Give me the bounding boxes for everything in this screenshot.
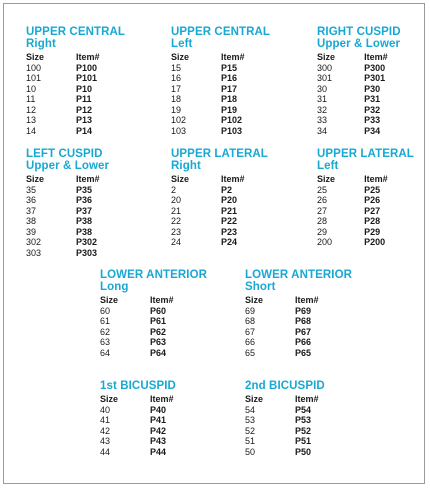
item-cell: P2 [221, 184, 233, 195]
item-cell: P21 [221, 205, 238, 216]
item-cell: P101 [76, 73, 98, 83]
section-title: 2nd BICUSPID [245, 380, 325, 392]
size-table [317, 52, 430, 136]
size-table [317, 174, 430, 248]
table-row [171, 84, 291, 95]
table-row [245, 348, 365, 359]
table-row [245, 415, 365, 426]
item-cell: P14 [76, 125, 93, 136]
size-cell: 38 [26, 216, 37, 226]
table-row [100, 316, 220, 327]
table-row [26, 237, 146, 248]
item-cell: P63 [150, 337, 167, 347]
table-row [245, 426, 365, 437]
size-cell: 50 [245, 446, 256, 457]
size-cell: 25 [317, 184, 328, 195]
section-subtitle: Long [100, 281, 129, 293]
item-cell: P22 [221, 216, 238, 226]
size-cell: 26 [317, 195, 328, 205]
table-row [317, 73, 430, 84]
size-cell: 19 [171, 104, 182, 115]
table-row [26, 216, 146, 227]
item-cell: P102 [221, 115, 243, 125]
section-title: LOWER ANTERIOR [100, 269, 208, 281]
size-cell: 21 [171, 205, 182, 216]
item-cell: P18 [221, 94, 238, 104]
size-table [171, 52, 291, 136]
item-cell: P300 [364, 62, 386, 73]
size-column-header: Size [245, 295, 264, 305]
table-row [245, 316, 365, 327]
size-cell: 17 [171, 83, 182, 94]
item-cell: P11 [76, 94, 92, 104]
section-title: LEFT CUSPID [26, 148, 103, 160]
size-cell: 34 [317, 125, 328, 136]
section-title: UPPER CENTRAL [171, 26, 271, 38]
size-cell: 31 [317, 94, 328, 104]
size-table [100, 295, 220, 358]
section-7 [100, 269, 220, 358]
item-cell: P68 [295, 316, 312, 326]
section-subtitle: Short [245, 281, 276, 293]
item-cell: P53 [295, 415, 312, 425]
table-row [26, 84, 146, 95]
item-cell: P12 [76, 104, 93, 115]
item-cell: P67 [295, 326, 312, 337]
size-cell: 103 [171, 125, 187, 136]
size-cell: 23 [171, 226, 182, 237]
item-cell: P32 [364, 104, 381, 115]
size-cell: 18 [171, 94, 182, 104]
size-cell: 101 [26, 73, 42, 83]
table-row [100, 327, 220, 338]
item-cell: P64 [150, 347, 167, 358]
section-8 [245, 269, 365, 358]
item-cell: P302 [76, 237, 98, 247]
table-row [100, 405, 220, 416]
section-9 [100, 380, 220, 457]
size-cell: 102 [171, 115, 187, 125]
size-cell: 11 [26, 94, 36, 104]
size-cell: 13 [26, 115, 37, 125]
table-row [317, 105, 430, 116]
table-row [245, 405, 365, 416]
table-row [317, 216, 430, 227]
size-cell: 37 [26, 205, 37, 216]
table-row [317, 63, 430, 74]
table-row [317, 206, 430, 217]
size-cell: 28 [317, 216, 328, 226]
item-column-header: Item# [364, 52, 388, 62]
size-cell: 41 [100, 415, 111, 425]
item-cell: P100 [76, 62, 98, 73]
size-table [26, 174, 146, 258]
item-cell: P60 [150, 305, 167, 316]
section-title: UPPER CENTRAL [26, 26, 126, 38]
size-cell: 69 [245, 305, 256, 316]
table-row [100, 426, 220, 437]
size-cell: 29 [317, 226, 328, 237]
section-subtitle: Left [171, 38, 193, 50]
table-row [100, 306, 220, 317]
item-column-header: Item# [221, 174, 245, 184]
table-row [317, 94, 430, 105]
size-cell: 100 [26, 62, 42, 73]
size-cell: 200 [317, 237, 333, 247]
table-row [100, 348, 220, 359]
size-cell: 51 [245, 436, 256, 446]
size-cell: 302 [26, 237, 42, 247]
size-cell: 63 [100, 337, 111, 347]
size-cell: 42 [100, 425, 111, 436]
size-table [171, 174, 291, 248]
section-subtitle: Upper & Lower [26, 160, 110, 172]
section-2 [171, 26, 291, 136]
item-column-header: Item# [150, 295, 174, 305]
item-column-header: Item# [295, 295, 319, 305]
table-row [26, 195, 146, 206]
size-cell: 61 [100, 316, 111, 326]
item-cell: P24 [221, 237, 238, 247]
item-cell: P35 [76, 184, 93, 195]
table-row [171, 126, 291, 137]
section-title: UPPER LATERAL [171, 148, 268, 160]
size-table [26, 52, 146, 136]
item-cell: P54 [295, 404, 312, 415]
item-cell: P16 [221, 73, 238, 83]
section-title: UPPER LATERAL [317, 148, 414, 160]
table-row [317, 84, 430, 95]
table-row [26, 185, 146, 196]
item-cell: P61 [150, 316, 167, 326]
section-1 [26, 26, 146, 136]
item-cell: P65 [295, 347, 312, 358]
item-cell: P41 [150, 415, 167, 425]
table-row [26, 94, 146, 105]
table-row [171, 115, 291, 126]
size-column-header: Size [100, 295, 119, 305]
item-cell: P31 [364, 94, 381, 104]
item-cell: P26 [364, 195, 381, 205]
section-title: LOWER ANTERIOR [245, 269, 353, 281]
table-row [26, 105, 146, 116]
item-cell: P43 [150, 436, 167, 446]
table-row [100, 337, 220, 348]
table-row [317, 185, 430, 196]
item-cell: P38 [76, 216, 93, 226]
size-cell: 30 [317, 83, 328, 94]
table-row [317, 227, 430, 238]
table-row [100, 436, 220, 447]
section-subtitle: Right [171, 160, 201, 172]
size-cell: 40 [100, 404, 111, 415]
size-cell: 22 [171, 216, 182, 226]
item-cell: P17 [221, 83, 238, 94]
table-row [171, 105, 291, 116]
size-table [100, 394, 220, 457]
table-row [26, 63, 146, 74]
size-table [245, 394, 365, 457]
section-subtitle: Right [26, 38, 56, 50]
size-cell: 62 [100, 326, 111, 337]
item-cell: P40 [150, 404, 167, 415]
size-cell: 60 [100, 305, 111, 316]
table-row [100, 415, 220, 426]
item-cell: P25 [364, 184, 381, 195]
table-row [171, 206, 291, 217]
size-cell: 68 [245, 316, 256, 326]
size-table [245, 295, 365, 358]
size-cell: 67 [245, 326, 256, 337]
size-cell: 12 [26, 104, 37, 115]
item-cell: P30 [364, 83, 381, 94]
table-row [171, 73, 291, 84]
table-row [171, 237, 291, 248]
item-cell: P13 [76, 115, 93, 125]
item-cell: P36 [76, 195, 93, 205]
item-cell: P200 [364, 237, 386, 247]
size-cell: 32 [317, 104, 328, 115]
table-row [171, 195, 291, 206]
table-row [26, 227, 146, 238]
item-cell: P28 [364, 216, 381, 226]
size-cell: 52 [245, 425, 256, 436]
section-5 [171, 148, 291, 248]
item-cell: P23 [221, 226, 238, 237]
size-cell: 2 [171, 184, 177, 195]
size-cell: 54 [245, 404, 256, 415]
table-row [26, 115, 146, 126]
item-cell: P51 [295, 436, 312, 446]
table-row [26, 248, 146, 259]
item-cell: P27 [364, 205, 381, 216]
section-6 [317, 148, 430, 248]
item-cell: P29 [364, 226, 381, 237]
size-column-header: Size [171, 174, 190, 184]
table-row [171, 185, 291, 196]
table-row [245, 306, 365, 317]
size-cell: 33 [317, 115, 328, 125]
table-row [26, 73, 146, 84]
table-row [26, 126, 146, 137]
item-cell: P66 [295, 337, 312, 347]
table-row [171, 94, 291, 105]
section-subtitle: Left [317, 160, 339, 172]
size-column-header: Size [26, 174, 45, 184]
size-cell: 27 [317, 205, 328, 216]
section-title: 1st BICUSPID [100, 380, 176, 392]
table-row [171, 227, 291, 238]
table-row [317, 126, 430, 137]
item-cell: P20 [221, 195, 238, 205]
table-row [245, 337, 365, 348]
item-cell: P19 [221, 104, 238, 115]
size-cell: 39 [26, 226, 37, 237]
section-10 [245, 380, 365, 457]
size-column-header: Size [171, 52, 190, 62]
item-cell: P44 [150, 446, 167, 457]
table-row [100, 447, 220, 458]
item-column-header: Item# [364, 174, 388, 184]
item-column-header: Item# [76, 174, 100, 184]
item-column-header: Item# [221, 52, 245, 62]
table-row [317, 195, 430, 206]
item-cell: P33 [364, 115, 381, 125]
item-cell: P34 [364, 125, 381, 136]
section-subtitle: Upper & Lower [317, 38, 401, 50]
table-row [171, 63, 291, 74]
size-column-header: Size [26, 52, 45, 62]
size-column-header: Size [317, 52, 336, 62]
item-column-header: Item# [150, 394, 174, 404]
table-row [26, 206, 146, 217]
item-cell: P38 [76, 226, 93, 237]
section-title: RIGHT CUSPID [317, 26, 401, 38]
table-row [245, 436, 365, 447]
item-cell: P50 [295, 446, 312, 457]
item-cell: P303 [76, 247, 98, 258]
item-cell: P62 [150, 326, 167, 337]
size-cell: 10 [26, 83, 37, 94]
table-row [171, 216, 291, 227]
size-cell: 24 [171, 237, 182, 247]
item-cell: P10 [76, 83, 93, 94]
item-cell: P52 [295, 425, 312, 436]
section-3 [317, 26, 430, 136]
size-column-header: Size [317, 174, 336, 184]
size-cell: 301 [317, 73, 333, 83]
size-column-header: Size [245, 394, 264, 404]
size-cell: 20 [171, 195, 182, 205]
size-cell: 300 [317, 62, 333, 73]
item-cell: P42 [150, 425, 167, 436]
size-cell: 43 [100, 436, 111, 446]
size-cell: 36 [26, 195, 37, 205]
size-cell: 35 [26, 184, 37, 195]
table-row [317, 237, 430, 248]
item-cell: P69 [295, 305, 312, 316]
item-cell: P15 [221, 62, 238, 73]
size-cell: 16 [171, 73, 182, 83]
table-row [317, 115, 430, 126]
section-4 [26, 148, 146, 258]
item-cell: P103 [221, 125, 243, 136]
item-cell: P37 [76, 205, 93, 216]
size-cell: 44 [100, 446, 111, 457]
size-cell: 66 [245, 337, 256, 347]
size-cell: 53 [245, 415, 256, 425]
size-cell: 65 [245, 347, 256, 358]
size-column-header: Size [100, 394, 119, 404]
size-cell: 14 [26, 125, 37, 136]
item-column-header: Item# [76, 52, 100, 62]
item-column-header: Item# [295, 394, 319, 404]
table-row [245, 447, 365, 458]
size-cell: 64 [100, 347, 111, 358]
item-cell: P301 [364, 73, 386, 83]
table-row [245, 327, 365, 338]
size-cell: 15 [171, 62, 182, 73]
size-cell: 303 [26, 247, 42, 258]
